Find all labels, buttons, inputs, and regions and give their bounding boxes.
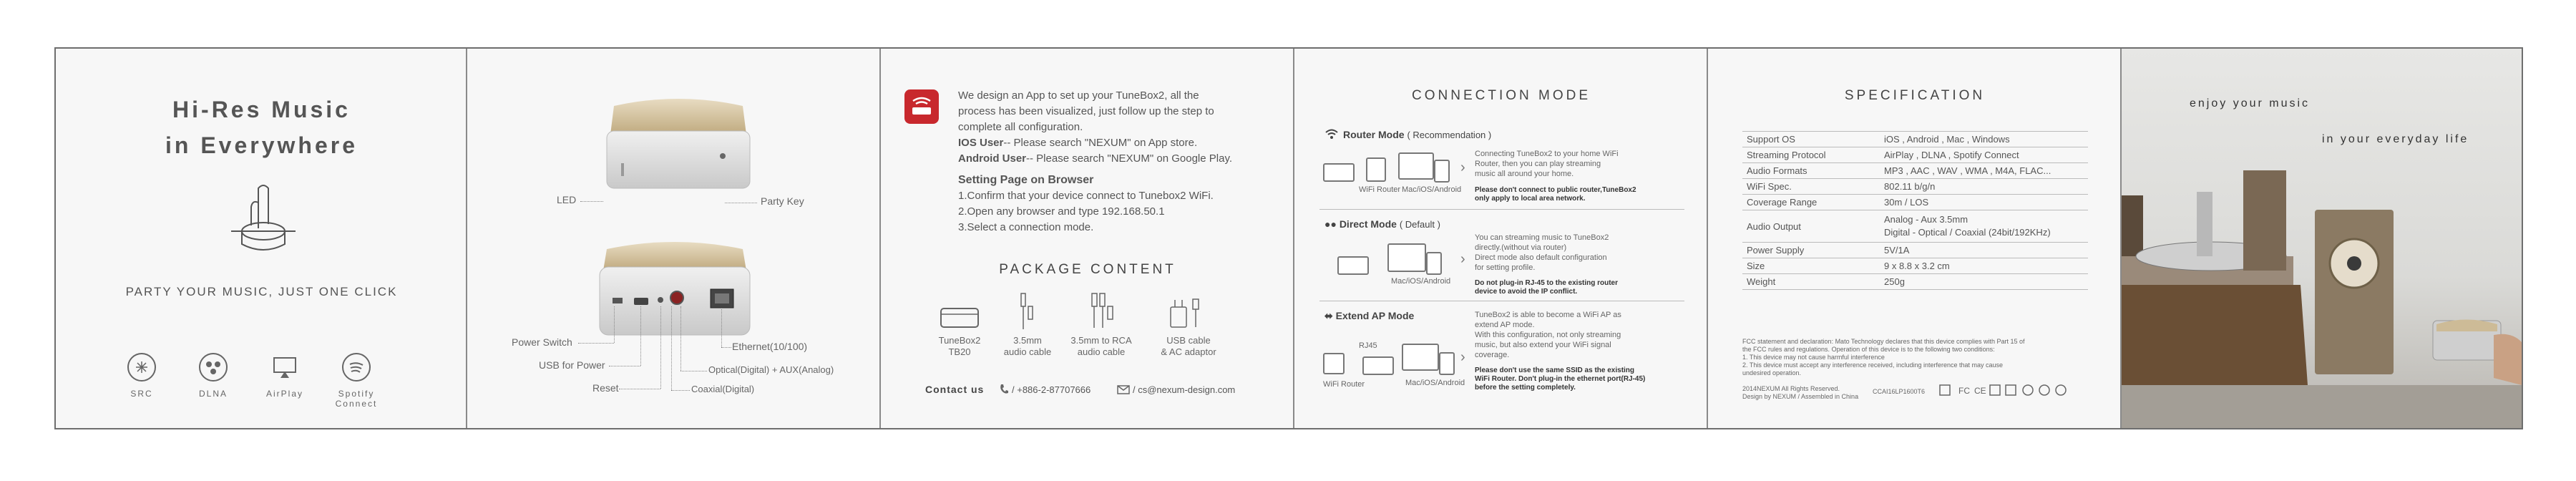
dlna-icon xyxy=(199,353,228,382)
router-mode-title: Router Mode ( Recommendation ) xyxy=(1343,129,1492,140)
ios-line: IOS User-- Please search "NEXUM" on App store. xyxy=(958,137,1198,149)
optical-aux-label: Optical(Digital) + AUX(Analog) xyxy=(708,364,834,375)
rj45-label: RJ45 xyxy=(1359,341,1377,350)
router-desc: Connecting TuneBox2 to your home WiFi Router, then you can play streaming music all around your home. xyxy=(1475,150,1619,178)
extend-dev-label: WiFi Router xyxy=(1323,380,1365,389)
party-key-label: Party Key xyxy=(761,195,804,207)
monitor-icon xyxy=(1402,344,1439,371)
arrow-icon: › xyxy=(1460,251,1465,267)
rights-text: 2014NEXUM All Rights Reserved. Design by NEXUM / Assembled in China xyxy=(1742,385,1859,400)
panel-connection-mode xyxy=(1294,49,1708,428)
tagline: PARTY YOUR MUSIC, JUST ONE CLICK xyxy=(125,285,398,298)
feature-spotify xyxy=(321,353,392,409)
phone-number: / +886-2-87707666 xyxy=(1012,384,1091,395)
usb-adaptor-icon xyxy=(1167,296,1210,331)
wifi-router-icon xyxy=(1323,353,1345,374)
intro-text: We design an App to set up your TuneBox2, all the process has been visualized, just follow up the step to complete all configuration. xyxy=(958,89,1214,133)
rca-cable-icon xyxy=(1088,292,1117,331)
panel-lifestyle-photo xyxy=(2122,49,2522,428)
table-row: Size 9 x 8.8 x 3.2 cm xyxy=(1742,258,2088,274)
table-row: Audio Formats MP3 , AAC , WAV , WMA , M4A, FLAC... xyxy=(1742,163,2088,179)
device-front-image xyxy=(592,84,764,206)
cert-logos-icon xyxy=(1938,382,2082,398)
ccai-code: CCAI16LP1600T6 xyxy=(1873,388,1926,395)
package-item: USB cable & AC adaptor xyxy=(1161,335,1216,357)
extend-dev-label: Mac/iOS/Android xyxy=(1405,379,1465,387)
device-back-image xyxy=(585,228,764,353)
reset-label: Reset xyxy=(592,382,619,394)
monitor-icon xyxy=(1398,152,1434,180)
panel-app-setup xyxy=(881,49,1294,428)
spec-title: SPECIFICATION xyxy=(1844,88,1986,103)
table-row: Coverage Range 30m / LOS xyxy=(1742,195,2088,210)
router-dev-label: Mac/iOS/Android xyxy=(1402,185,1462,194)
tunebox-device-icon xyxy=(1337,256,1369,275)
hero-title xyxy=(56,92,467,163)
tunebox-device-icon xyxy=(1362,356,1394,375)
table-row: Power Supply 5V/1A xyxy=(1742,243,2088,258)
feature-src xyxy=(106,353,177,399)
panel-device xyxy=(467,49,881,428)
slogan-line2: in your everyday life xyxy=(2322,133,2469,145)
router-app-icon xyxy=(904,89,939,124)
arrow-icon: › xyxy=(1460,349,1465,365)
contact-label: Contact us xyxy=(925,384,985,395)
monitor-icon xyxy=(1387,243,1426,272)
android-line: Android User-- Please search "NEXUM" on Google Play. xyxy=(958,152,1233,165)
coaxial-label: Coaxial(Digital) xyxy=(691,384,755,394)
table-row: Support OS iOS , Android , Mac , Windows xyxy=(1742,132,2088,147)
aux-cable-icon xyxy=(1015,292,1037,331)
direct-dev-label: Mac/iOS/Android xyxy=(1391,277,1451,286)
wifi-router-icon xyxy=(1366,157,1386,182)
extend-note: Please don't use the same SSID as the existing WiFi Router. Don't plug-in the ethernet port(RJ-45) before the setting completely. xyxy=(1475,366,1646,392)
router-note: Please don't connect to public router,TuneBox2 only apply to local area network. xyxy=(1475,186,1636,203)
divider xyxy=(1319,209,1684,210)
extend-mode-title: ⬌ Extend AP Mode xyxy=(1324,310,1415,321)
usb-power-label: USB for Power xyxy=(539,359,605,371)
airplay-icon xyxy=(270,353,299,382)
direct-note: Do not plug-in RJ-45 to the existing router device to avoid the IP conflict. xyxy=(1475,279,1618,296)
setting-title: Setting Page on Browser xyxy=(958,174,1094,186)
led-label: LED xyxy=(557,194,577,205)
table-row: Audio Output Analog - Aux 3.5mm Digital - Optical / Coaxial (24bit/192KHz) xyxy=(1742,210,2088,243)
package-item: TuneBox2 TB20 xyxy=(938,335,981,357)
brochure-sheet xyxy=(54,47,2523,429)
email-address: / cs@nexum-design.com xyxy=(1133,384,1236,395)
fcc-statement: FCC statement and declaration: Mato Technology declares that this device complies with Part 15 of the FCC rules and regulations. Operation of this device is to the following two conditions: 1. This device may not cause harmful interference 2. This device must accept any interference received, including interference that may cause undesired operation. xyxy=(1742,338,2025,376)
feature-label: AirPlay xyxy=(265,389,303,399)
package-item: 3.5mm audio cable xyxy=(1003,335,1052,357)
setup-steps: 1.Confirm that your device connect to Tunebox2 WiFi. 2.Open any browser and type 192.168.50.1 3.Select a connection mode. xyxy=(958,190,1214,233)
spec-table xyxy=(1742,131,2088,290)
feature-label: SRC xyxy=(130,389,153,399)
phone-device-icon xyxy=(1434,160,1450,183)
connection-title: CONNECTION MODE xyxy=(1412,88,1591,103)
feature-airplay xyxy=(249,353,321,399)
table-row: Streaming Protocol AirPlay , DLNA , Spotify Connect xyxy=(1742,147,2088,163)
package-title: PACKAGE CONTENT xyxy=(999,262,1176,277)
table-row: Weight 250g xyxy=(1742,274,2088,290)
feature-label: DLNA xyxy=(198,389,228,399)
svg-text:CE: CE xyxy=(1974,386,1986,396)
panel-specification xyxy=(1708,49,2122,428)
phone-device-icon xyxy=(1426,252,1442,275)
direct-desc: You can streaming music to TuneBox2 directly.(without via router) Direct mode also default configuration for setting profile. xyxy=(1475,233,1609,272)
tunebox-device-icon xyxy=(1323,163,1355,182)
hero-title-line2: in Everywhere xyxy=(165,132,358,158)
router-dev-label: WiFi Router xyxy=(1359,185,1401,194)
ethernet-label: Ethernet(10/100) xyxy=(732,341,808,352)
panel-hero xyxy=(56,49,467,428)
phone-device-icon xyxy=(1439,352,1455,375)
direct-mode-title: ●● Direct Mode ( Default ) xyxy=(1324,218,1440,230)
spotify-icon xyxy=(342,353,371,382)
phone-icon xyxy=(999,384,1009,395)
tunebox-icon xyxy=(938,303,981,331)
wifi-icon xyxy=(1324,128,1339,140)
feature-dlna xyxy=(177,353,249,399)
svg-text:FC: FC xyxy=(1958,386,1970,396)
power-switch-label: Power Switch xyxy=(512,336,572,348)
hand-tap-icon xyxy=(224,181,303,260)
extend-desc: TuneBox2 is able to become a WiFi AP as extend AP mode. With this configuration, not only streaming music, but also extend your WiFi signal coverage. xyxy=(1475,311,1621,359)
slogan-line1: enjoy your music xyxy=(2190,97,2311,110)
lifestyle-photo xyxy=(2122,49,2522,428)
arrow-icon: › xyxy=(1460,160,1465,175)
turntable-speaker-scene xyxy=(2122,49,2522,428)
package-item: 3.5mm to RCA audio cable xyxy=(1070,335,1132,357)
hero-title-line1: Hi-Res Music xyxy=(172,97,351,122)
mail-icon xyxy=(1117,385,1130,394)
table-row: WiFi Spec. 802.11 b/g/n xyxy=(1742,179,2088,195)
feature-label: Spotify Connect xyxy=(335,389,378,409)
src-icon xyxy=(127,353,156,382)
